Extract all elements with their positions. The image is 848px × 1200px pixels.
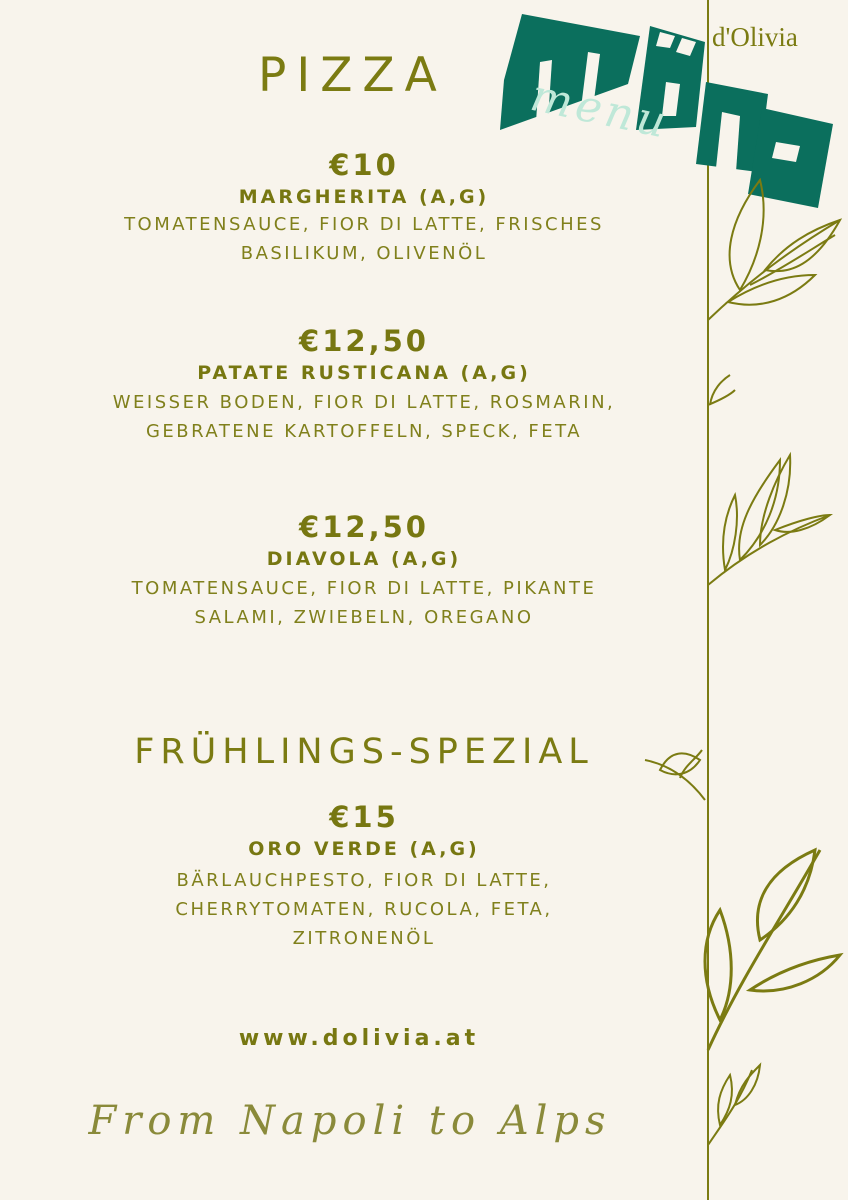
item-desc-line: WEISSER BODEN, FIOR DI LATTE, ROSMARIN, (112, 392, 616, 413)
brand-name: d'Olivia (712, 22, 798, 52)
section-title-pizza: PIZZA (258, 48, 447, 103)
item-desc-line: CHERRYTOMATEN, RUCOLA, FETA, (175, 899, 553, 920)
item-desc-line: TOMATENSAUCE, FIOR DI LATTE, FRISCHES (124, 214, 604, 235)
item-price: €12,50 (299, 324, 429, 358)
item-desc-line: GEBRATENE KARTOFFELN, SPECK, FETA (145, 421, 583, 442)
item-name: MARGHERITA (A,G) (238, 186, 490, 208)
item-desc-line: BASILIKUM, OLIVENÖL (240, 243, 488, 264)
item-desc-line: TOMATENSAUCE, FIOR DI LATTE, PIKANTE (131, 578, 597, 599)
item-name: PATATE RUSTICANA (A,G) (197, 362, 531, 384)
item-desc-line: SALAMI, ZWIEBELN, OREGANO (194, 607, 534, 628)
olive-branch-icon (640, 60, 848, 1200)
item-price: €15 (329, 800, 399, 834)
section-title-spring: FRÜHLINGS-SPEZIAL (134, 732, 594, 772)
menu-script: menu (526, 69, 675, 150)
tagline: From Napoli to Alps (88, 1098, 612, 1144)
menu-item (0, 148, 728, 268)
item-price: €12,50 (299, 510, 429, 544)
menu-item (0, 510, 728, 632)
item-name: ORO VERDE (A,G) (248, 838, 480, 860)
menu-item (0, 800, 728, 953)
item-name: DIAVOLA (A,G) (266, 548, 462, 570)
menu-item (0, 324, 728, 446)
item-desc-line: ZITRONENÖL (292, 928, 436, 949)
item-price: €10 (329, 148, 399, 182)
website-link[interactable]: www.dolivia.at (238, 1026, 480, 1051)
item-desc-line: BÄRLAUCHPESTO, FIOR DI LATTE, (176, 870, 552, 891)
